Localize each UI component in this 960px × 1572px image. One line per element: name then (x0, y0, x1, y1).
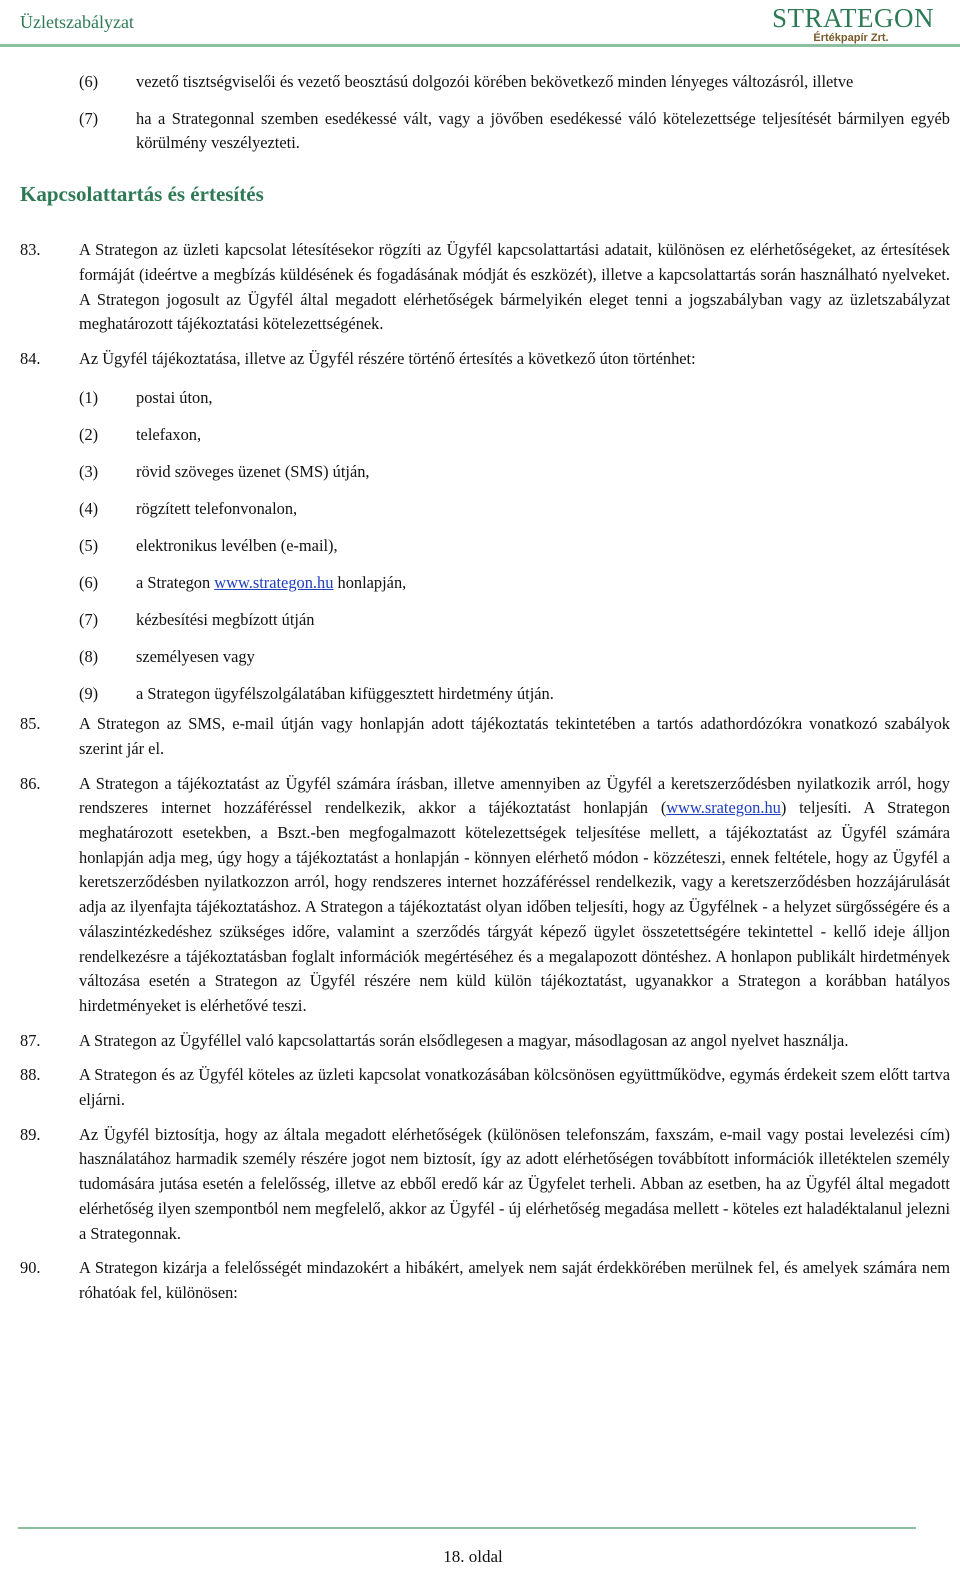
page-header (0, 0, 960, 50)
item-text: rövid szöveges üzenet (SMS) útján, (136, 461, 370, 481)
item-number: (7) (79, 609, 99, 629)
paragraph-text: Az Ügyfél tájékoztatása, illetve az Ügyfél részére történő értesítés a következő úton történhet: (79, 348, 696, 368)
strategon-website-link[interactable]: www.strategon.hu (214, 572, 334, 592)
paragraph-text: A Strategon kizárja a felelősségét mindazokért a hibákért, amelyek nem saját érdekkörében merülnek fel, és amelyek számára nem róhatóak fel, különösen: (79, 1258, 950, 1302)
page-number: 18. oldal (443, 1547, 503, 1566)
paragraph-text: A Strategon és az Ügyfél köteles az üzleti kapcsolat vonatkozásában kölcsönösen együttműködve, egymás érdekeit szem előtt tartva eljárni. (79, 1065, 950, 1110)
paragraph-number: 87. (20, 1030, 41, 1050)
paragraph-text: A Strategon az Ügyféllel való kapcsolattartás során elsődlegesen a magyar, másodlagosan az angol nyelvet használja. (79, 1030, 849, 1050)
paragraph-number: 90. (20, 1258, 41, 1278)
header-divider (0, 44, 960, 47)
item-number: (6) (79, 572, 99, 592)
paragraph-number: 84. (20, 348, 41, 368)
paragraph-88 (0, 1063, 960, 1112)
list-item (0, 534, 960, 559)
item-text: rögzített telefonvonalon, (136, 498, 298, 518)
paragraph-text-before: A Strategon a tájékoztatást az Ügyfél számára írásban, illetve amennyiben az Ügyfél a keretszerződésben nyilatkozik arról, hogy rendszeres internet hozzáféréssel rendelkezik, akkor a tájékoztatást honlapján ( (79, 773, 950, 818)
item-text: telefaxon, (136, 424, 202, 444)
paragraph-86 (0, 772, 960, 1019)
paragraph-89 (0, 1123, 960, 1247)
list-item (0, 682, 960, 707)
paragraph-text-after: ) teljesíti. A Strategon meghatározott esetekben, a Bszt.-ben megfogalmazott kötelezettségek teljesítése mellett, a tájékoztatást az Ügyfél számára honlapján adja meg, úgy hogy a tájékoztatást a honlapján - könnyen elérhető módon - közzéteszi, ennek feltétele, hogy az Ügyfél a keretszerződésben nyilatkozzon arról, hogy rendszeres internet hozzáféréssel rendelkezik, vagy a keretszerződésben hozzájárulását adja az ilyenfajta tájékoztatáshoz. A Strategon a tájékoztatást olyan időben teljesíti, hogy az Ügyfélnek - a helyzet sürgősségére és a válaszintézkedéshez szükséges időre, valamint a szerződés tárgyát képező ügylet összetettségére tekintettel - kellő ideje álljon rendelkezésre a tájékoztatásban foglalt információk megértéséhez és a megalapozott döntéshez. A honlapon publikált hirdetmények változása esetén a Strategon az Ügyfél részére nem küld külön tájékoztatást, ugyanakkor a Strategon a korábban hatályos hirdetményeket is elérhetővé teszi. (79, 798, 950, 1015)
list-item (0, 386, 960, 411)
strategon-logo (772, 3, 935, 47)
item-number: (1) (79, 387, 99, 407)
paragraph-83 (0, 238, 960, 337)
document-title: Üzletszabályzat (20, 12, 134, 32)
logo-wordmark: STRATEGON (772, 3, 935, 33)
paragraph-90 (0, 1256, 960, 1305)
list-item (0, 423, 960, 448)
item-number: (7) (79, 108, 99, 128)
paragraph-number: 89. (20, 1124, 41, 1144)
item-number: (3) (79, 461, 99, 481)
item-text: ha a Strategonnal szemben esedékessé vált, vagy a jövőben esedékessé váló kötelezettsége teljesítését bármilyen egyéb körülmény veszélyezteti. (136, 108, 950, 153)
list-item (0, 571, 960, 596)
paragraph-85 (0, 712, 960, 761)
paragraph-87 (0, 1029, 960, 1054)
item-number: (6) (79, 72, 99, 91)
item-text-before: a Strategon (136, 572, 215, 592)
paragraph-text: A Strategon az üzleti kapcsolat létesítésekor rögzíti az Ügyfél kapcsolattartási adatait, különösen ez elérhetőségeket, az értesítések formáját (ideértve a megbízás küldésének és fogadásának módját és eszközét), illetve a kapcsolattartás során használható nyelveket. A Strategon jogosult az Ügyfél által megadott elérhetőségek bármelyikén eleget tenni a jogszabályban vagy az üzletszabályzat meghatározott tájékoztatási kötelezettségének. (79, 240, 950, 334)
paragraph-number: 85. (20, 714, 41, 734)
item-number: (9) (79, 683, 99, 703)
list-item (0, 70, 960, 95)
paragraph-84 (0, 347, 960, 372)
document-body (0, 70, 960, 1316)
list-item (0, 608, 960, 633)
item-text: elektronikus levélben (e-mail), (136, 535, 338, 555)
item-number: (8) (79, 646, 99, 666)
item-text: a Strategon ügyfélszolgálatában kifüggesztett hirdetmény útján. (136, 683, 554, 703)
item-text: postai úton, (136, 387, 213, 407)
notification-channel-list (0, 386, 960, 707)
item-text-after: honlapján, (333, 572, 407, 592)
item-number: (5) (79, 535, 99, 555)
list-item (0, 645, 960, 670)
paragraph-number: 83. (20, 240, 41, 260)
item-number: (4) (79, 498, 99, 518)
logo-subtitle: Értékpapír Zrt. (813, 32, 889, 44)
paragraph-number: 86. (20, 773, 41, 793)
item-text: vezető tisztségviselői és vezető beosztású dolgozói körében bekövetkező minden lényeges változásról, illetve (136, 72, 854, 91)
item-text: kézbesítési megbízott útján (136, 609, 315, 629)
paragraph-text: Az Ügyfél biztosítja, hogy az általa megadott elérhetőségek (különösen telefonszám, faxszám, e-mail vagy postai levelezési cím) használatához harmadik személy részére jogot nem biztosít, így az adott elérhetőségen továbbított információk illetéktelen személy tudomására jutása esetén a felelősség, illetve az ebből eredő kár az Ügyfelet terheli. Abban az esetben, ha az Ügyfél által megadott elérhetőség ilyen szempontból nem megfelelő, akkor az Ügyfél - új elérhetőség megadása mellett - köteles ezt haladéktalanul jelezni a Strategonnak. (79, 1124, 950, 1243)
list-item (0, 460, 960, 485)
item-number: (2) (79, 424, 99, 444)
paragraph-text: A Strategon az SMS, e-mail útján vagy honlapján adott tájékoztatás tekintetében a tartós adathordózókra vonatkozó szabályok szerint jár el. (79, 714, 950, 758)
list-item (0, 497, 960, 522)
srategon-website-link[interactable]: www.srategon.hu (666, 798, 781, 818)
section-heading: Kapcsolattartás és értesítés (20, 182, 264, 207)
paragraph-number: 88. (20, 1065, 41, 1085)
item-text: személyesen vagy (136, 646, 255, 666)
footer-divider (18, 1527, 916, 1529)
list-item (0, 107, 960, 156)
